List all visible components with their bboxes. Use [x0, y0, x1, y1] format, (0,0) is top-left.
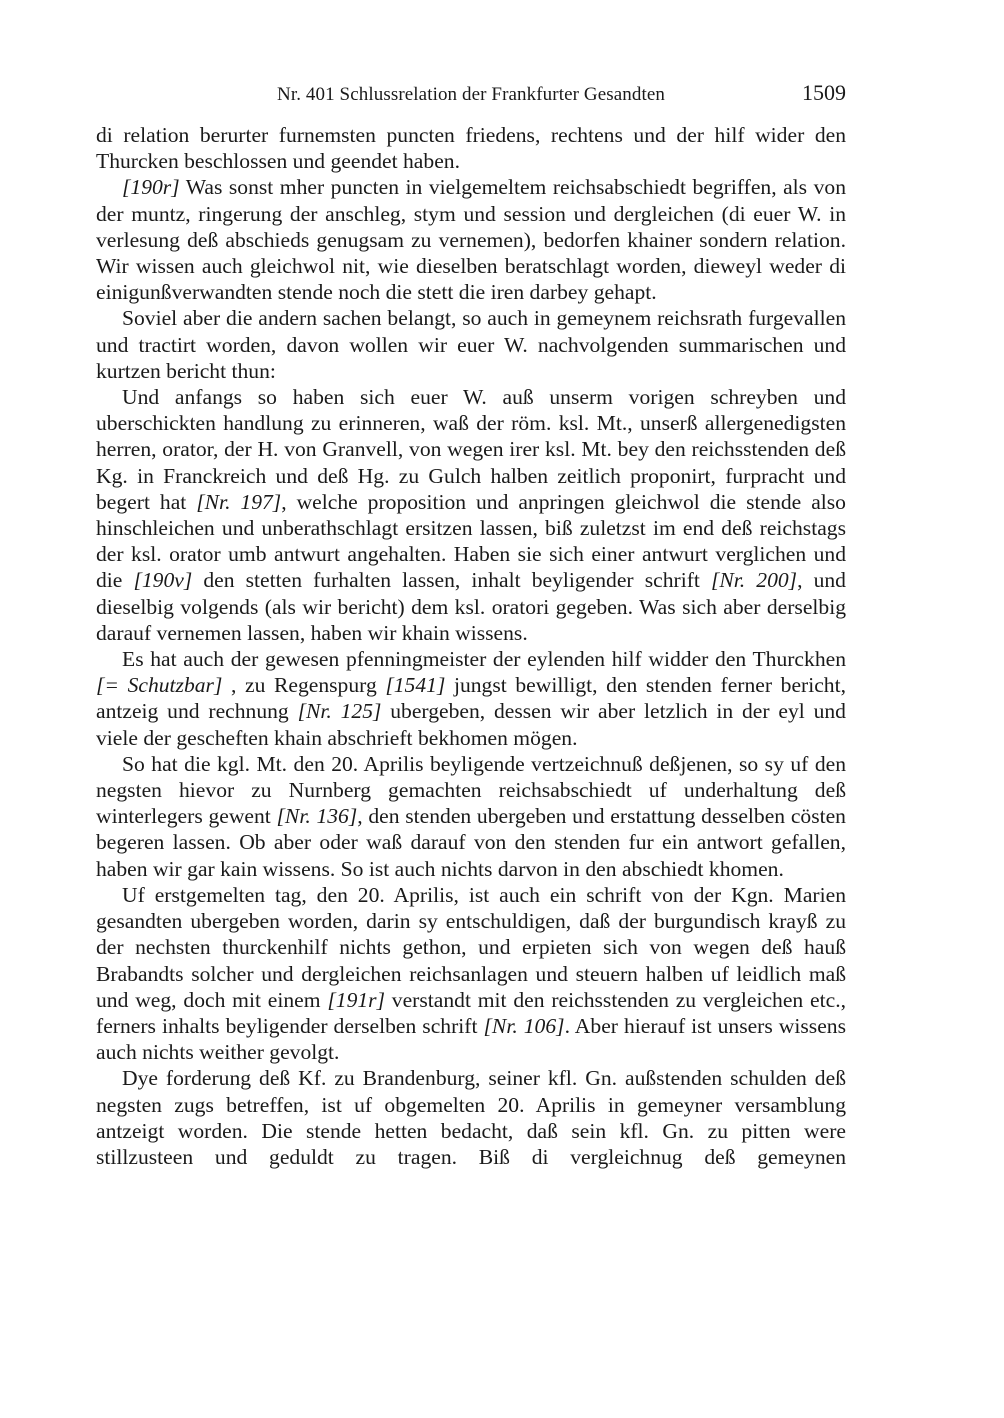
- paragraph: [96, 751, 846, 882]
- editorial-reference: [Nr. 197]: [196, 489, 282, 514]
- text-run: di relation berurter furnemsten puncten friedens, rechtens und der hilf wider den Thurcken beschlossen und geendet haben.: [96, 123, 846, 174]
- editorial-reference: [190r]: [122, 175, 180, 200]
- editorial-reference: [190v]: [133, 568, 193, 593]
- paragraph: [96, 305, 846, 384]
- text-run: ubergeben, dessen wir aber letzlich in der eyl und viele der gescheften khain abschrieft bekhomen mögen.: [96, 699, 846, 750]
- editorial-reference: [= Schutzbar]: [96, 673, 223, 698]
- running-header: [96, 80, 846, 110]
- page-number: 1509: [802, 80, 846, 105]
- text-run: , den stenden ubergeben und erstattung desselben cösten begeren lassen. Ob aber oder waß darauf von den stenden fur ein antwort gefallen, haben wir gar kain wissens. So ist auch nichts darvon in den abschiedt khomen.: [96, 804, 846, 881]
- text-run: , und dieselbig volgends (als wir bericht) dem ksl. oratori gegeben. Was sich aber derselbig darauf vernemen lassen, haben wir khain wissens.: [96, 568, 846, 645]
- text-run: Was sonst mher puncten in vielgemeltem reichsabschiedt begriffen, als von der muntz, ringerung der anschleg, stym und session und dergleichen (di euer W. in verlesung deß abschieds genugsam zu vernemen), bedorfen khainer sondern relation. Wir wissen auch gleichwol nit, wie dieselben beratschlagt worden, dieweyl weder di einigunßverwandten stende noch die stett die iren darbey gehapt.: [96, 175, 846, 305]
- text-run: Dye forderung deß Kf. zu Brandenburg, seiner kfl. Gn. außstenden schulden deß negsten zugs betreffen, ist uf obgemelten 20. Aprilis in gemeyner versamblung antzeigt worden. Die stende hetten bedacht, daß sein kfl. Gn. zu pitten were stillzusteen und geduldt zu tragen. Biß di vergleichnug deß gemeynen: [96, 1066, 846, 1169]
- paragraph: [96, 174, 846, 305]
- editorial-reference: [Nr. 125]: [297, 699, 382, 724]
- paragraph: [96, 122, 846, 174]
- text-run: , welche proposition und anpringen gleichwol die stende also hinschleichen und unberathschlagt ersitzen lassen, biß zuletzst im end deß reichstags der ksl. orator umb antwurt angehalten. Haben sie sich einer antwurt verglichen und die: [96, 489, 846, 593]
- text-run: verstandt mit den reichsstenden zu vergleichen etc., ferners inhalts beyligender derselben schrift: [96, 987, 846, 1038]
- running-title: Nr. 401 Schlussrelation der Frankfurter Gesandten: [277, 84, 665, 105]
- editorial-reference: [Nr. 200]: [710, 568, 798, 593]
- paragraph: [96, 646, 846, 751]
- text-run: Und anfangs so haben sich euer W. auß unserm vorigen schreyben und uberschickten handlung zu erinneren, waß der röm. ksl. Mt., unserß allergenedigsten herren, orator, der H. von Granvell, von wegen irer ksl. Mt. bey den reichsstenden deß Kg. in Franckreich und deß Hg. zu Gulch halben zeitlich proponirt, furpracht und begert hat: [96, 385, 846, 514]
- body-text: [96, 122, 846, 1170]
- editorial-reference: [Nr. 136]: [276, 804, 358, 829]
- text-run: So hat die kgl. Mt. den 20. Aprilis beyligende vertzeichnuß deßjenen, so sy uf den negsten hievor zu Nurnberg gemachten reichsabschiedt uf underhaltung deß winterlegers gewent: [96, 751, 846, 829]
- text-run: Soviel aber die andern sachen belangt, so auch in gemeynem reichsrath furgevallen und tractirt worden, davon wollen wir euer W. nachvolgenden summarischen und kurtzen bericht thun:: [96, 306, 846, 383]
- paragraph: [96, 882, 846, 1065]
- text-run: Es hat auch der gewesen pfenningmeister der eylenden hilf widder den Thurckhen: [122, 647, 846, 672]
- text-run: . Aber hierauf ist unsers wissens auch nichts weither gevolgt.: [96, 1013, 846, 1065]
- paragraph: [96, 1065, 846, 1170]
- paragraph: [96, 384, 846, 646]
- editorial-reference: [191r]: [327, 987, 385, 1012]
- text-run: den stetten furhalten lassen, inhalt beyligender schrift: [192, 568, 711, 593]
- text-run: jungst bewilligt, den stenden ferner bericht, antzeig und rechnung: [96, 673, 847, 724]
- text-run: Uf erstgemelten tag, den 20. Aprilis, ist auch ein schrift von der Kgn. Marien gesandten ubergeben worden, darin sy entschuldigen, daß der burgundisch krayß zu der nechsten thurckenhilf nichts gethon, und erpieten sich von wegen deß hauß Brabandts solcher und dergleichen reichsanlagen und steuern halben uf leidlich maß und weg, doch mit einem: [96, 882, 846, 1012]
- editorial-reference: [Nr. 106]: [483, 1013, 565, 1038]
- editorial-reference: [1541]: [385, 673, 446, 698]
- text-run: , zu Regenspurg: [222, 673, 386, 698]
